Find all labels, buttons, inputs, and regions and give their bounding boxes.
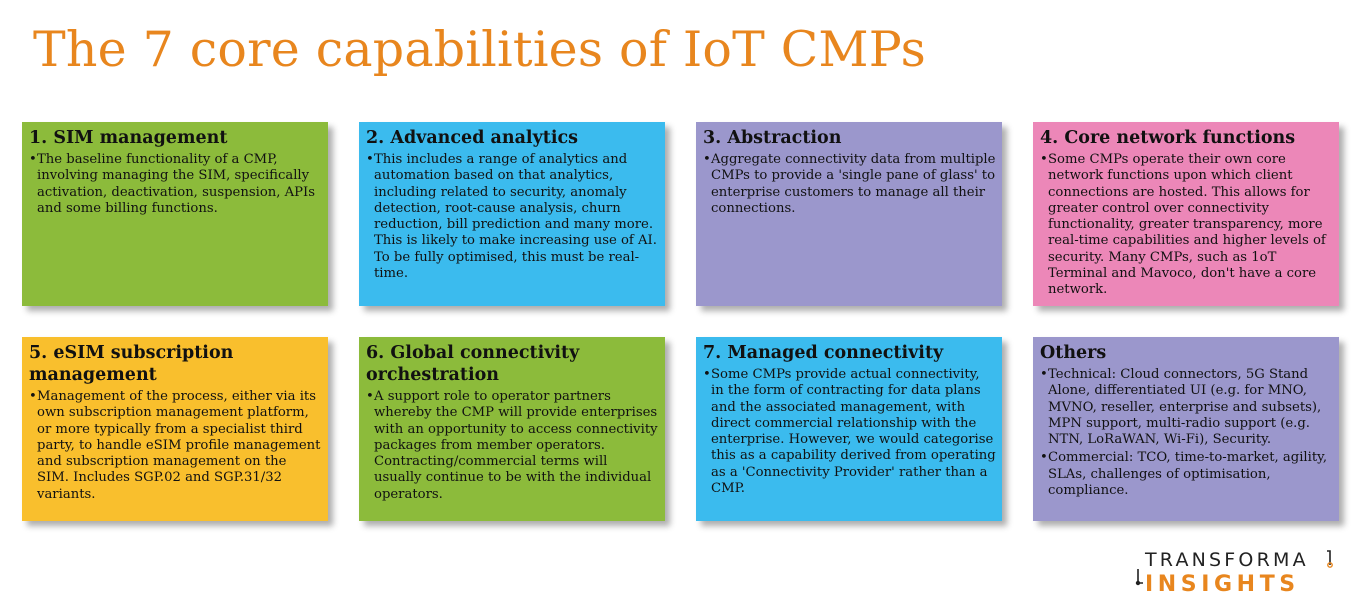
card-abstraction — [696, 122, 1002, 306]
card-title: 2. Advanced analytics — [366, 128, 578, 148]
page-title: The 7 core capabilities of IoT CMPs — [33, 21, 926, 78]
card-title: 4. Core network functions — [1040, 128, 1296, 148]
card-title: 1. SIM management — [29, 128, 228, 148]
card-bullet: • Some CMPs operate their own core network functions upon which client connections are hosted. This allows for greater control over connectivity functionality, greater transparency, more real-time capabilities and higher levels of security. Many CMPs, such as 1oT Terminal and Mavoco, don't have a core network. — [1040, 152, 1333, 299]
card-bullet: • The baseline functionality of a CMP, involving managing the SIM, specifically activation, deactivation, suspension, APIs and some billing functions. — [29, 152, 322, 217]
card-others — [1033, 337, 1339, 521]
card-title: 6. Global connectivity orchestration — [366, 343, 580, 385]
card-bullets — [366, 389, 659, 503]
card-title: 7. Managed connectivity — [703, 343, 944, 363]
card-bullet: • Management of the process, either via its own subscription management platform, or more typically from a specialist third party, to handle eSIM profile management and subscription management on the SIM. Includes SGP.02 and SGP.31/32 variants. — [29, 389, 322, 503]
card-bullets — [29, 152, 322, 217]
card-advanced-analytics — [359, 122, 665, 306]
card-bullet: • Aggregate connectivity data from multiple CMPs to provide a 'single pane of glass' to enterprise customers to manage all their connections. — [703, 152, 996, 217]
card-global-connectivity-orchestration — [359, 337, 665, 521]
logo-wordmark-bottom: INSIGHTS — [1145, 572, 1300, 597]
transforma-insights-logo — [1134, 547, 1334, 599]
card-bullets — [703, 152, 996, 217]
card-bullet: • Technical: Cloud connectors, 5G Stand Alone, differentiated UI (e.g. for MNO, MVNO, reseller, enterprise and subsets), MPN support, multi-radio support (e.g. NTN, LoRaWAN, Wi-Fi), Security. — [1040, 367, 1333, 448]
card-bullets — [1040, 367, 1333, 499]
card-bullet: • A support role to operator partners whereby the CMP will provide enterprises with an opportunity to access connectivity packages from member operators. Contracting/commercial terms will usually continue to be with the individual operators. — [366, 389, 659, 503]
logo-wordmark-top: TRANSFORMA — [1145, 549, 1309, 571]
card-title: Others — [1040, 343, 1107, 363]
card-title: 5. eSIM subscription management — [29, 343, 234, 385]
card-bullets — [29, 389, 322, 503]
card-bullets — [703, 367, 996, 497]
card-sim-management — [22, 122, 328, 306]
card-bullet: • Commercial: TCO, time-to-market, agility, SLAs, challenges of optimisation, compliance. — [1040, 450, 1333, 499]
card-bullets — [1040, 152, 1333, 299]
card-esim-subscription-management — [22, 337, 328, 521]
card-bullet: • Some CMPs provide actual connectivity, in the form of contracting for data plans and the associated management, with direct commercial relationship with the enterprise. However, we would categorise this as a capability derived from operating as a 'Connectivity Provider' rather than a CMP. — [703, 367, 996, 497]
card-title: 3. Abstraction — [703, 128, 842, 148]
card-bullets — [366, 152, 659, 282]
card-managed-connectivity — [696, 337, 1002, 521]
card-core-network-functions — [1033, 122, 1339, 306]
card-bullet: • This includes a range of analytics and automation based on that analytics, including related to security, anomaly detection, root-cause analysis, churn reduction, bill prediction and many more. This is likely to make increasing use of AI. To be fully optimised, this must be real-time. — [366, 152, 659, 282]
